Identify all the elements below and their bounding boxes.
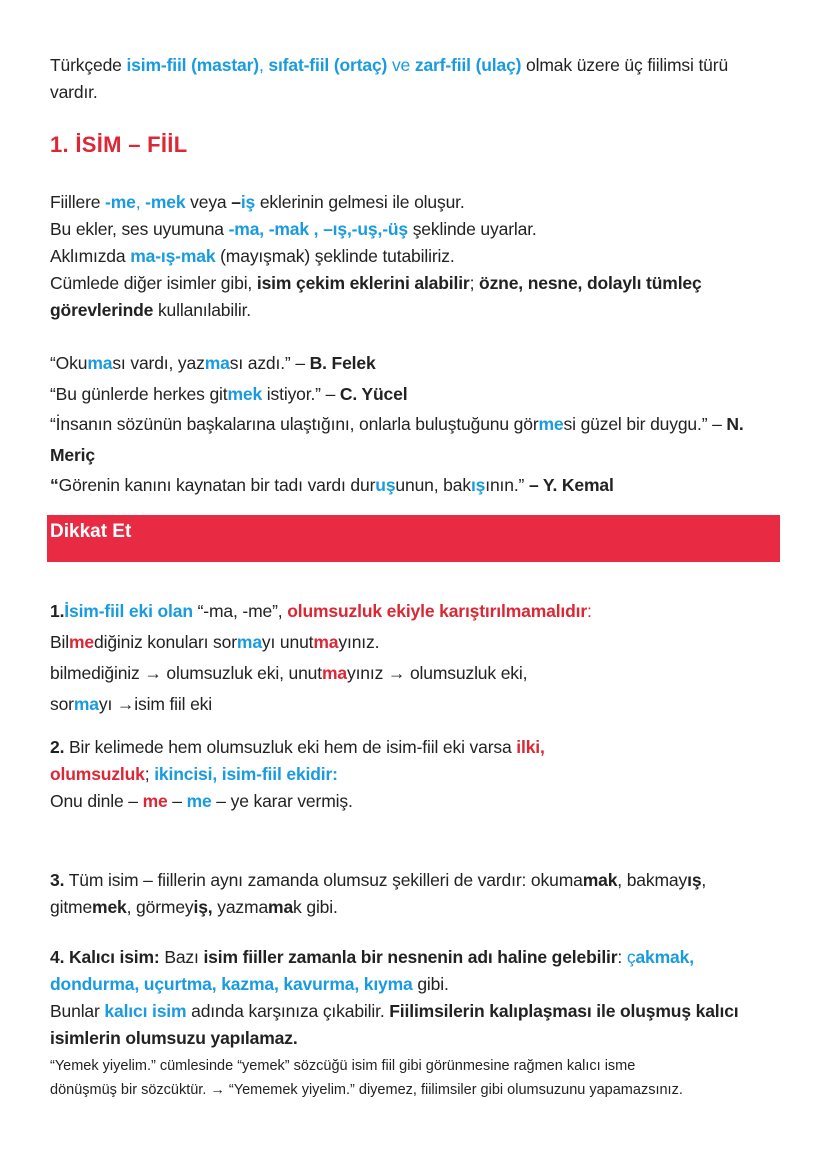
suffix: uş (375, 475, 396, 495)
quote-3 (50, 409, 770, 470)
negation-suffix: ma (313, 632, 339, 652)
text: “ (50, 475, 59, 495)
text: k gibi. (293, 897, 338, 917)
quote-author: C. Yücel (339, 383, 408, 404)
text: Bazı (159, 947, 204, 967)
text: yazma (212, 897, 269, 917)
text: adında karşınıza çıkabilir. (186, 1001, 390, 1021)
term-sifat-fiil: sıfat-fiil (ortaç) (268, 55, 388, 75)
note-3 (50, 867, 750, 921)
note-2-text (50, 734, 640, 788)
text: ilki, olumsuzluk (50, 737, 545, 784)
text: sı vardı, yaz (112, 353, 205, 373)
text: Aklımızda (50, 246, 131, 266)
note-1-example (50, 627, 790, 658)
text: bilmediğiniz → olumsuzluk eki, unut (50, 663, 322, 683)
note-title: 4. Kalıcı isim: (50, 947, 160, 967)
text: – ye karar vermiş. (211, 791, 353, 811)
text: yı unut (261, 632, 314, 652)
text: istiyor.” – (262, 383, 340, 404)
note-4 (50, 944, 740, 1052)
note-4-text (50, 944, 740, 998)
text: özne, nesne, dolaylı tümleç görevlerinde (50, 273, 702, 320)
negation-suffix: me (142, 791, 168, 811)
text: sor (50, 694, 74, 714)
text: “-ma, -me”, (192, 601, 288, 621)
suffix: me (186, 791, 212, 811)
suffix: iş (240, 192, 256, 212)
term: kalıcı isim (104, 1001, 187, 1021)
text: ının.” (485, 475, 529, 495)
text: iş, (193, 897, 213, 917)
text: diğiniz konuları sor (94, 632, 237, 652)
quote-2 (50, 379, 770, 410)
note-4-footnote (50, 1054, 810, 1102)
text: Bu ekler, ses uyumuna (50, 219, 229, 239)
rule-line-2 (50, 216, 790, 243)
text: : (617, 947, 627, 967)
text: – (167, 791, 187, 811)
text: veya (185, 192, 232, 212)
quote-author: N. Meriç (50, 414, 744, 465)
text: ; (469, 273, 480, 293)
suffix: mek (227, 383, 263, 404)
suffix: -ma, -mak , –ış,-uş,-üş (228, 219, 408, 239)
text: Tüm isim – fiillerin aynı zamanda olumsuz şekilleri de vardır: okuma (64, 870, 583, 890)
text: yınız → olumsuzluk eki, (346, 663, 528, 683)
text: Türkçede (50, 55, 127, 75)
note-3-text (50, 867, 750, 921)
suffix: ma (73, 694, 99, 714)
text: İsim-fiil eki olan (64, 601, 193, 621)
text: olumsuzluk ekiyle karıştırılmamalıdır (287, 601, 588, 621)
text: , (135, 192, 146, 212)
text: Onu dinle – (50, 791, 143, 811)
note-4-text-2 (50, 998, 740, 1052)
suffix: ma (236, 632, 262, 652)
text: ma (268, 897, 294, 917)
suffix: ma (204, 353, 230, 373)
quote-author: B. Felek (309, 353, 376, 373)
quote-1 (50, 348, 770, 379)
text: mek (92, 897, 127, 917)
text: Cümlede diğer isimler gibi, (50, 273, 257, 293)
note-1-explanation (50, 658, 790, 689)
rule-line-4 (50, 270, 765, 324)
negation-suffix: me (69, 632, 94, 652)
note-number: 1. (50, 601, 65, 621)
text: : (587, 601, 592, 621)
text: , bakmay (617, 870, 688, 890)
text: “Oku (50, 353, 88, 373)
quote-author: – Y. Kemal (528, 475, 614, 495)
text: , (258, 55, 269, 75)
intro-paragraph (50, 52, 765, 106)
text: si güzel bir duygu.” – (563, 414, 727, 434)
text: ış (687, 870, 702, 890)
dikkat-et-banner (47, 515, 780, 562)
text: – (231, 192, 241, 212)
rules-paragraph (50, 189, 790, 324)
note-1 (50, 596, 790, 720)
text: , görmey (126, 897, 194, 917)
suffix: ma (87, 353, 113, 373)
text: isim fiiller zamanla bir nesnenin adı haline gelebilir (203, 947, 618, 967)
rule-line-3 (50, 243, 790, 270)
suffix: ış (470, 475, 486, 495)
note-number: 2. (50, 737, 65, 757)
text: sı azdı.” – (229, 353, 310, 373)
text: Bil (50, 632, 69, 652)
footnote-line: dönüşmüş bir sözcüktür. → “Yememek yiyelim.” diyemez, fiilimsiler gibi olumsuzunu yapamazsınız. (50, 1082, 683, 1098)
text: yınız. (338, 632, 380, 652)
term-zarf-fiil: zarf-fiil (ulaç) (414, 55, 522, 75)
quote-4 (50, 470, 770, 501)
footnote-line: “Yemek yiyelim.” cümlesinde “yemek” sözcüğü isim fiil gibi görünmesine rağmen kalıcı isme (50, 1058, 636, 1074)
note-number: 3. (50, 870, 65, 890)
term-isim-fiil: isim-fiil (mastar) (126, 55, 259, 75)
text: mak (582, 870, 618, 890)
section-heading: 1. İSİM – FİİL (50, 132, 188, 157)
text: olmak üzere üç fiilimsi türü vardır. (50, 55, 729, 102)
text: Bunlar (50, 1001, 105, 1021)
negation-suffix: ma (321, 663, 347, 683)
text: ç (626, 947, 636, 967)
text: Fiillere (50, 192, 106, 212)
suffix: -mek (145, 192, 186, 212)
text: isim çekim eklerini alabilir (256, 273, 470, 293)
text: Görenin kanını kaynatan bir tadı vardı dur (58, 475, 376, 495)
note-2 (50, 734, 640, 815)
text: “İnsanın sözünün başkalarına ulaştığını, onlarla buluştuğunu gör (50, 414, 539, 434)
text: unun, bak (395, 475, 471, 495)
note-1-explanation-2 (50, 689, 790, 720)
text: şeklinde uyarlar. (408, 219, 537, 239)
quotes-list (50, 348, 770, 501)
suffix: ma-ış-mak (130, 246, 216, 266)
text: ikincisi, isim-fiil ekidir: (154, 764, 338, 784)
rule-line-1 (50, 189, 790, 216)
text: gibi. (412, 974, 449, 994)
text: yı →isim fiil eki (98, 694, 213, 714)
text: Bir kelimede hem olumsuzluk eki hem de isim-fiil eki varsa (64, 737, 517, 757)
text: ve (387, 55, 415, 75)
text: kullanılabilir. (153, 300, 252, 320)
suffix: me (538, 414, 564, 434)
text: “Bu günlerde herkes git (50, 383, 228, 404)
banner-title: Dikkat Et (50, 521, 132, 542)
examples: akmak, dondurma, uçurtma, kazma, kavurma, kıyma (50, 947, 694, 994)
text: (mayışmak) şeklinde tutabiliriz. (215, 246, 455, 266)
text: ; (144, 764, 155, 784)
note-2-example (50, 788, 640, 815)
note-1-title (50, 596, 790, 627)
text: Fiilimsilerin kalıplaşması ile oluşmuş kalıcı isimlerin olumsuzu yapılamaz. (50, 1001, 739, 1048)
text: eklerinin gelmesi ile oluşur. (255, 192, 465, 212)
text: , gitme (50, 870, 707, 917)
suffix: -me (105, 192, 136, 212)
